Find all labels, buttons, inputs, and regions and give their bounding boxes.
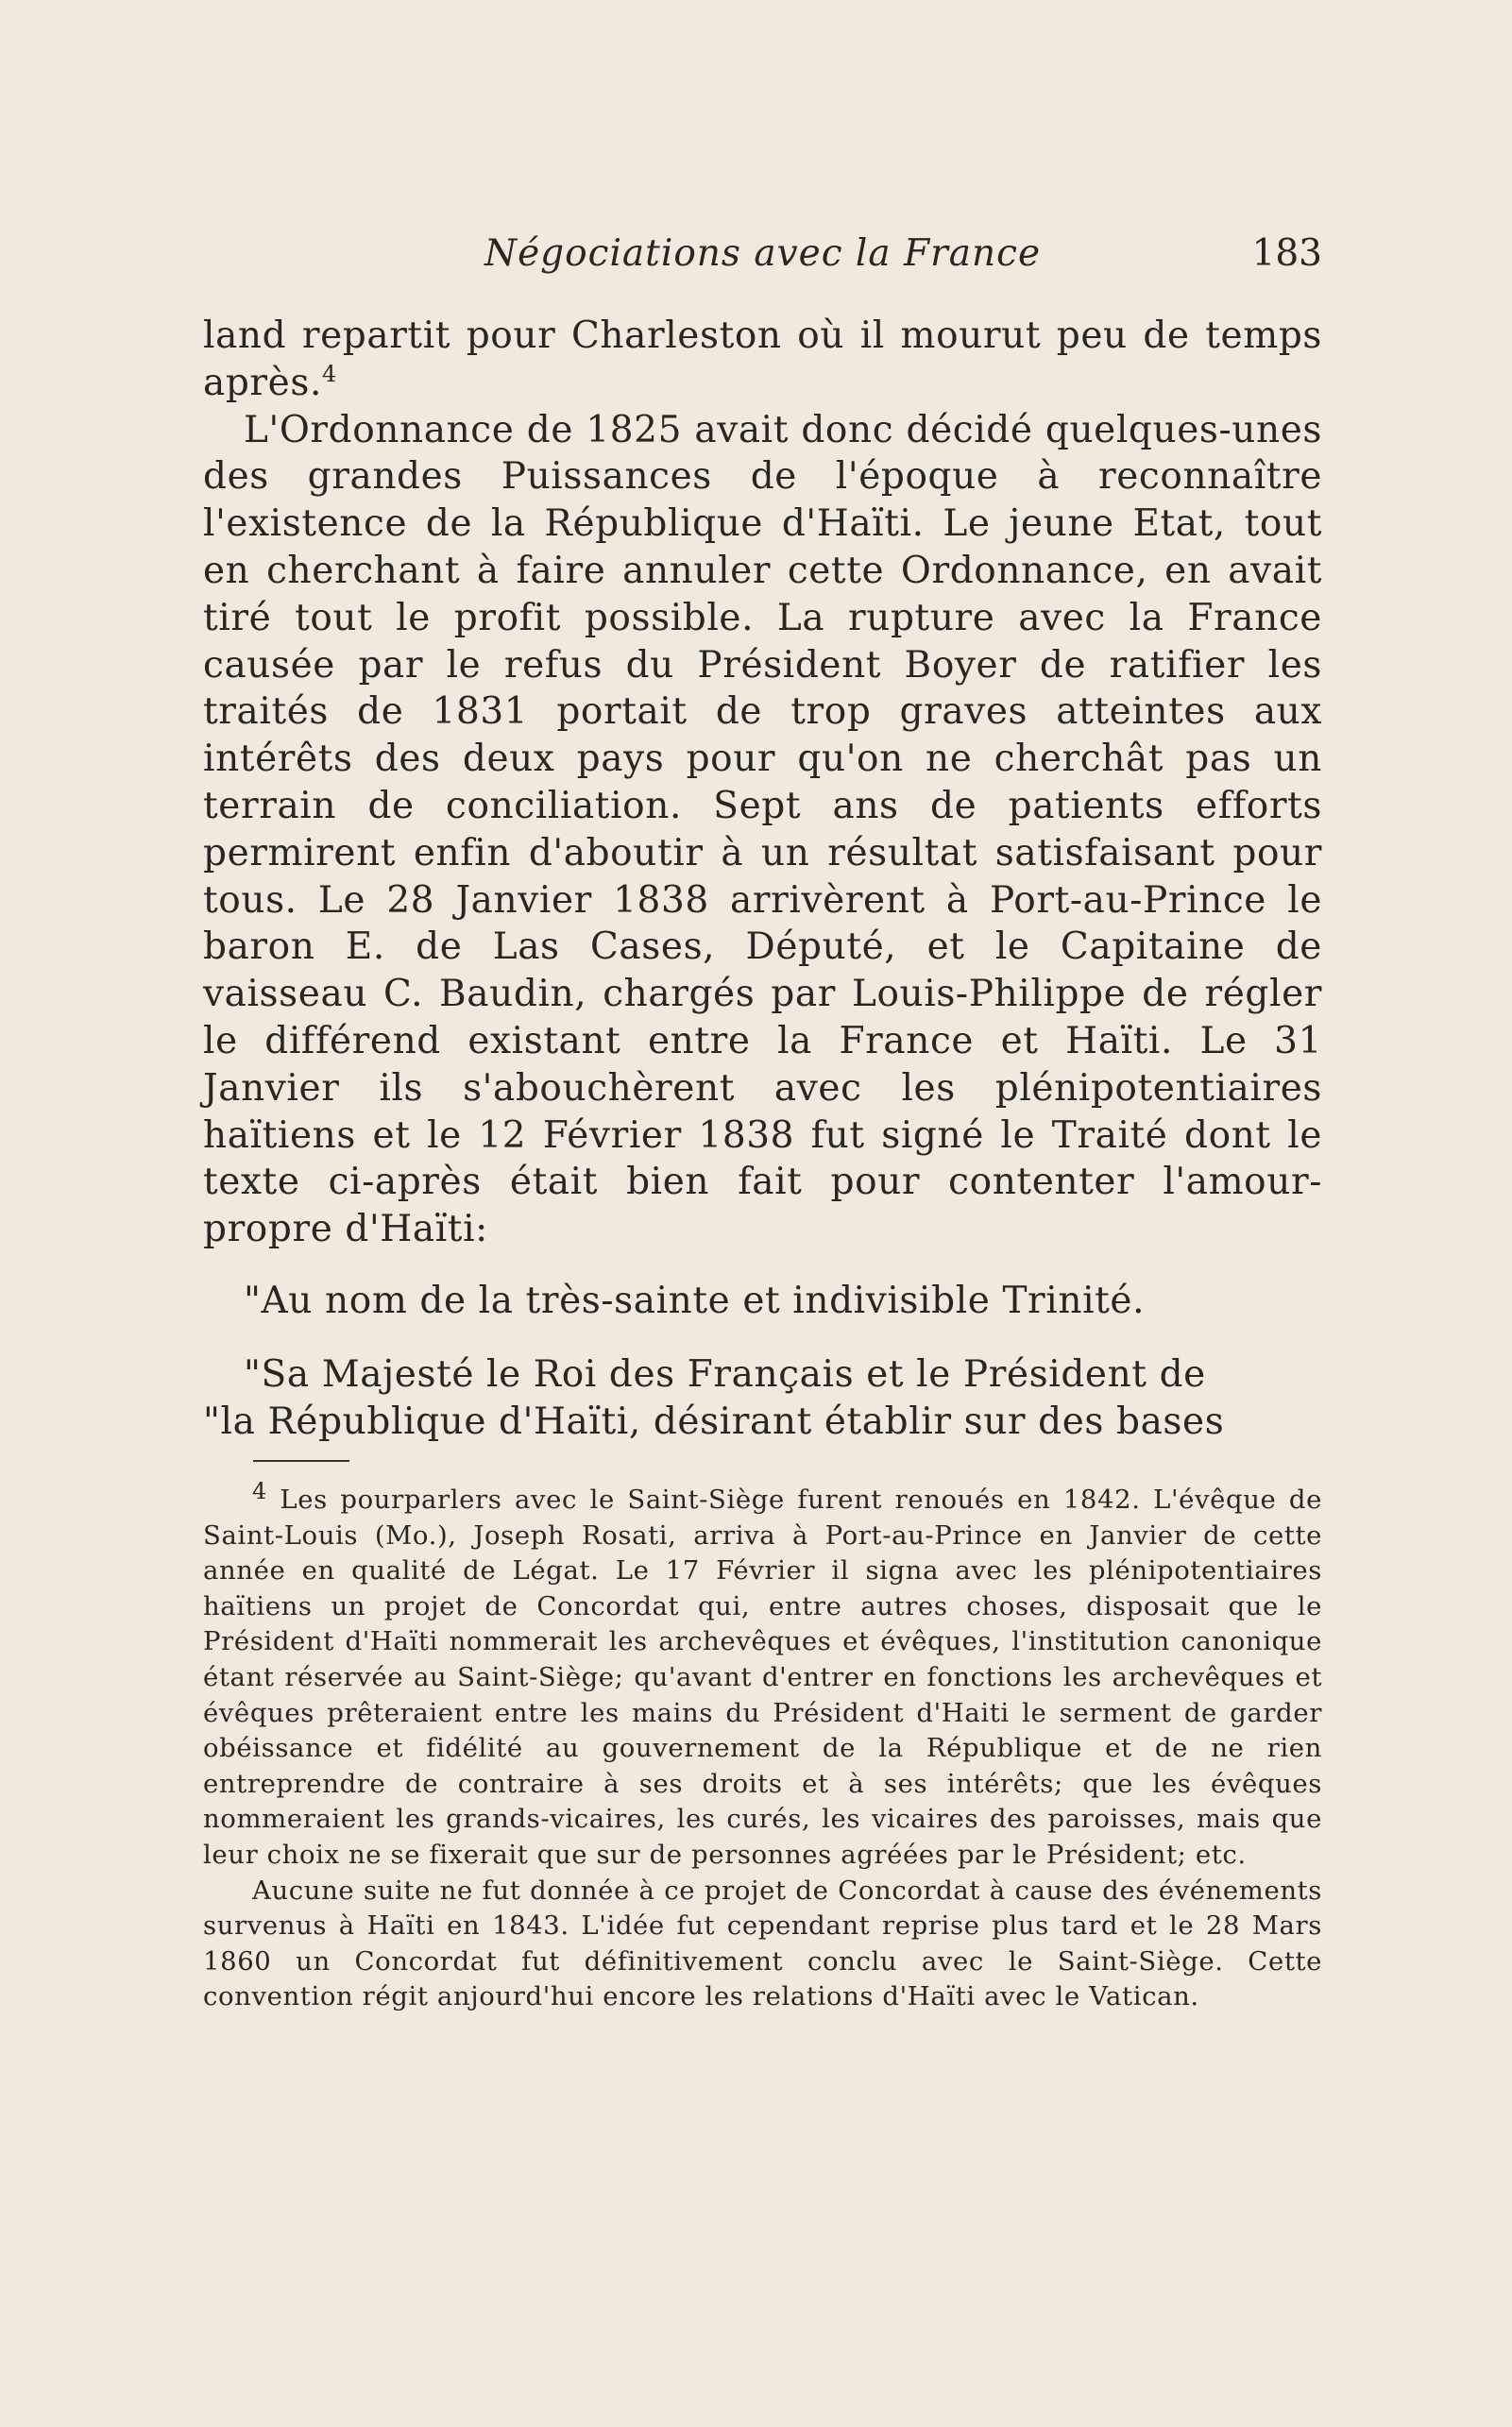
treaty-quote-heading — [203, 1278, 1322, 1325]
quote-line: "Au nom de la très-sainte et indivisible Trinité. — [244, 1280, 1146, 1322]
main-text — [203, 313, 1322, 1253]
footnote-marker: 4 — [252, 1477, 267, 1504]
footnote-paragraph: Aucune suite ne fut donnée à ce projet de Concordat à cause des événements survenus à Haïti en 1843. L'idée fut cependant reprise plus tard et le 28 Mars 1860 un Concordat fut définitivement conclu avec le Saint-Siège. Cette convention régit anjourd'hui encore les relations d'Haïti avec le Vatican. — [203, 1875, 1322, 2012]
quote-line: "Sa Majesté le Roi des Français et le Président de — [244, 1353, 1206, 1396]
footnote-divider — [253, 1460, 349, 1462]
treaty-quote-text — [203, 1351, 1322, 1446]
footnote-reference[interactable]: 4 — [321, 360, 337, 387]
quote-line: "la République d'Haïti, désirant établir sur des bases — [203, 1400, 1225, 1443]
running-header — [203, 232, 1322, 281]
footnote-paragraph — [203, 1477, 1322, 1874]
footnotes — [203, 1477, 1322, 2015]
page-number: 183 — [1251, 232, 1322, 275]
paragraph: L'Ordonnance de 1825 avait donc décidé quelques-unes des grandes Puissances de l'époque à reconnaître l'existence de la République d'Haïti. Le jeune Etat, tout en cherchant à faire annuler cette Ordonnance, en avait tiré tout le profit possible. La rupture avec la France causée par le refus du Président Boyer de ratifier les traités de 1831 portait de trop graves atteintes aux intérêts des deux pays pour qu'on ne cherchât pas un terrain de conciliation. Sept ans de patients efforts permirent enfin d'aboutir à un résultat satisfaisant pour tous. Le 28 Janvier 1838 arrivèrent à Port-au-Prince le baron E. de Las Cases, Député, et le Capitaine de vaisseau C. Baudin, chargés par Louis-Philippe de régler le différend existant entre la France et Haïti. Le 31 Janvier ils s'abouchèrent avec les plénipotentiaires haïtiens et le 12 Février 1838 fut signé le Traité dont le texte ci-après était bien fait pour contenter l'amour-propre d'Haïti: — [203, 408, 1322, 1251]
paragraph-continuation — [203, 313, 1322, 407]
chapter-title: Négociations avec la France — [484, 232, 1042, 275]
footnote-text: Les pourparlers avec le Saint-Siège furent renoués en 1842. L'évêque de Saint-Louis (Mo.), Joseph Rosati, arriva à Port-au-Prince en Janvier de cette année en qualité de Légat. Le 17 Février il signa avec les plénipotentiaires haïtiens un projet de Concordat qui, entre autres choses, disposait que le Président d'Haïti nommerait les archevêques et évêques, l'institution canonique étant réservée au Saint-Siège; qu'avant d'entrer en fonctions les archevêques et évêques prêteraient entre les mains du Président d'Haiti le serment de garder obéissance et fidélité au gouvernement de la République et de ne rien entreprendre de contraire à ses droits et à ses intérêts; que les évêques nommeraient les grands-vicaires, les curés, les vicaires des paroisses, mais que leur choix ne se fixerait que sur de personnes agréées par le Président; etc. — [203, 1485, 1322, 1870]
paragraph-text: land repartit pour Charleston où il mourut peu de temps après. — [203, 314, 1322, 404]
